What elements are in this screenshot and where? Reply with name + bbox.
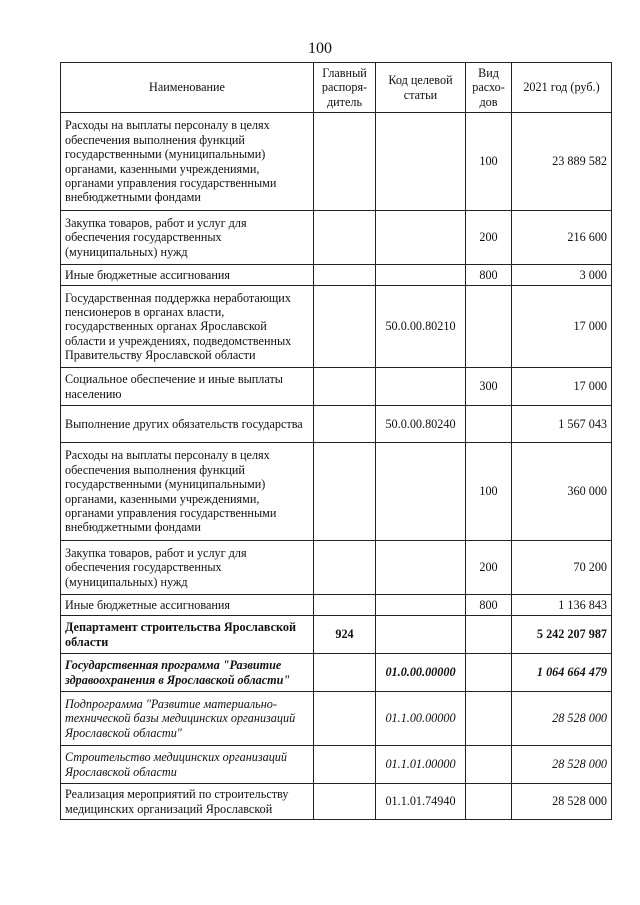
row-name: Расходы на выплаты персоналу в целях обеспечения выполнения функций государственными (муниципальными) органами, казенными учреждениями, органами управления государственными внебюджетными фондами	[61, 443, 314, 541]
header-amount: 2021 год (руб.)	[512, 63, 612, 113]
row-type	[466, 616, 512, 654]
row-amount: 1 064 664 479	[512, 654, 612, 692]
row-code: 01.1.00.00000	[376, 692, 466, 746]
row-type: 100	[466, 443, 512, 541]
table-row	[61, 368, 612, 406]
row-name: Социальное обеспечение и иные выплаты населению	[61, 368, 314, 406]
table-row-department	[61, 616, 612, 654]
table-row	[61, 406, 612, 443]
row-code	[376, 616, 466, 654]
table-row-program	[61, 654, 612, 692]
table-row	[61, 113, 612, 211]
row-type	[466, 746, 512, 784]
row-admin	[314, 211, 376, 265]
header-code: Код целевой статьи	[376, 63, 466, 113]
row-type: 800	[466, 595, 512, 616]
row-type	[466, 654, 512, 692]
row-code: 50.0.00.80240	[376, 406, 466, 443]
row-name: Реализация мероприятий по строительству медицинских организаций Ярославской	[61, 784, 314, 820]
row-amount: 28 528 000	[512, 784, 612, 820]
row-admin	[314, 443, 376, 541]
row-code: 50.0.00.80210	[376, 286, 466, 368]
row-amount: 28 528 000	[512, 746, 612, 784]
row-name: Закупка товаров, работ и услуг для обеспечения государственных (муниципальных) нужд	[61, 211, 314, 265]
table-row	[61, 211, 612, 265]
row-amount: 17 000	[512, 368, 612, 406]
row-amount: 28 528 000	[512, 692, 612, 746]
row-admin	[314, 692, 376, 746]
header-name: Наименование	[61, 63, 314, 113]
row-code: 01.1.01.74940	[376, 784, 466, 820]
row-admin	[314, 541, 376, 595]
row-code	[376, 211, 466, 265]
table-row	[61, 286, 612, 368]
table-row-event	[61, 746, 612, 784]
row-type	[466, 286, 512, 368]
row-code	[376, 113, 466, 211]
row-admin	[314, 368, 376, 406]
row-amount: 17 000	[512, 286, 612, 368]
table-row-subprogram	[61, 692, 612, 746]
row-amount: 216 600	[512, 211, 612, 265]
row-name: Выполнение других обязательств государства	[61, 406, 314, 443]
row-amount: 360 000	[512, 443, 612, 541]
row-admin: 924	[314, 616, 376, 654]
row-type: 100	[466, 113, 512, 211]
row-name: Департамент строительства Ярославской области	[61, 616, 314, 654]
row-amount: 23 889 582	[512, 113, 612, 211]
row-name: Государственная программа "Развитие здравоохранения в Ярославской области"	[61, 654, 314, 692]
table-row	[61, 784, 612, 820]
row-name: Государственная поддержка неработающих пенсионеров в органах власти, государственных органах Ярославской области и учреждениях, подведомственных Правительству Ярославской области	[61, 286, 314, 368]
row-type	[466, 406, 512, 443]
table-row	[61, 443, 612, 541]
row-code	[376, 443, 466, 541]
row-type	[466, 784, 512, 820]
row-admin	[314, 406, 376, 443]
row-name: Расходы на выплаты персоналу в целях обеспечения выполнения функций государственными (муниципальными) органами, казенными учреждениями, органами управления государственными внебюджетными фондами	[61, 113, 314, 211]
row-admin	[314, 784, 376, 820]
row-amount: 5 242 207 987	[512, 616, 612, 654]
row-code	[376, 541, 466, 595]
row-name: Подпрограмма "Развитие материально-технической базы медицинских организаций Ярославской области"	[61, 692, 314, 746]
header-type: Вид расхо-дов	[466, 63, 512, 113]
row-amount: 70 200	[512, 541, 612, 595]
row-amount: 1 136 843	[512, 595, 612, 616]
row-type	[466, 692, 512, 746]
table-row	[61, 595, 612, 616]
row-code	[376, 368, 466, 406]
row-amount: 3 000	[512, 265, 612, 286]
row-code	[376, 265, 466, 286]
row-type: 200	[466, 211, 512, 265]
budget-table	[60, 62, 612, 820]
table-row	[61, 265, 612, 286]
page-number: 100	[308, 40, 332, 57]
table-row	[61, 541, 612, 595]
row-name: Иные бюджетные ассигнования	[61, 595, 314, 616]
row-admin	[314, 654, 376, 692]
row-admin	[314, 265, 376, 286]
row-code: 01.0.00.00000	[376, 654, 466, 692]
row-admin	[314, 595, 376, 616]
row-amount: 1 567 043	[512, 406, 612, 443]
row-admin	[314, 746, 376, 784]
row-name: Строительство медицинских организаций Ярославской области	[61, 746, 314, 784]
row-type: 200	[466, 541, 512, 595]
header-admin: Главный распоря-дитель	[314, 63, 376, 113]
row-type: 800	[466, 265, 512, 286]
table-header-row	[61, 63, 612, 113]
row-code: 01.1.01.00000	[376, 746, 466, 784]
row-name: Иные бюджетные ассигнования	[61, 265, 314, 286]
row-type: 300	[466, 368, 512, 406]
row-admin	[314, 286, 376, 368]
row-code	[376, 595, 466, 616]
row-name: Закупка товаров, работ и услуг для обеспечения государственных (муниципальных) нужд	[61, 541, 314, 595]
row-admin	[314, 113, 376, 211]
